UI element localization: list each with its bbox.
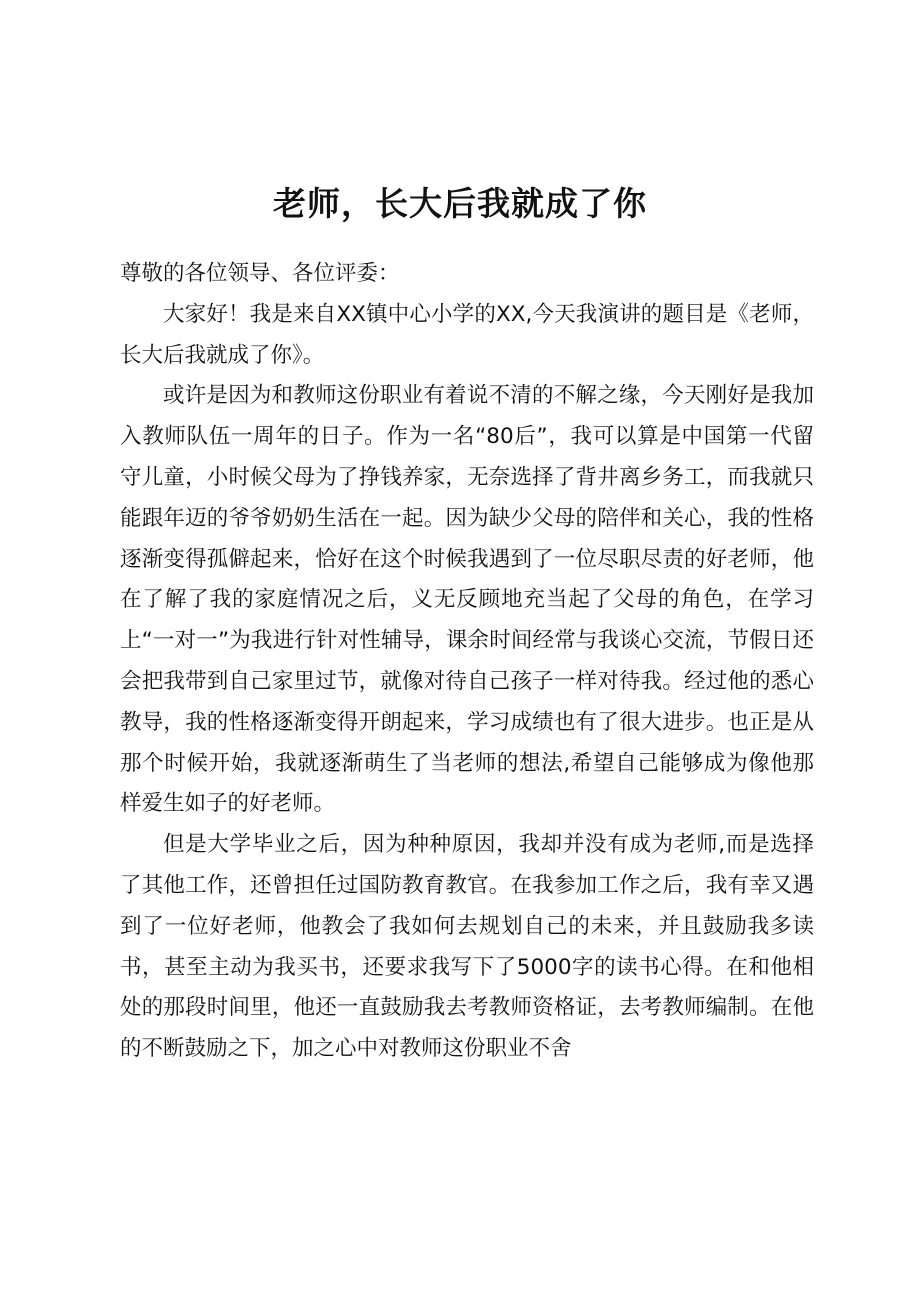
document-title: 老师，长大后我就成了你 [273, 184, 647, 224]
paragraph-1: 大家好！我是来自XX镇中心小学的XX,今天我演讲的题目是《老师，长大后我就成了你》。 [120, 301, 814, 368]
paragraph-3: 但是大学毕业之后，因为种种原因，我却并没有成为老师,而是选择了其他工作，还曾担任过国防教育教官。在我参加工作之后，我有幸又遇到了一位好老师，他教会了我如何去规划自己的未来，并且鼓励我多读书，甚至主动为我买书，还要求我写下了5000字的读书心得。在和他相处的那段时间里，他还一直鼓励我去考教师资格证，去考教师编制。在他的不断鼓励之下，加之心中对教师这份职业不舍 [120, 832, 814, 1062]
document-body [120, 254, 814, 1070]
paragraph-2: 或许是因为和教师这份职业有着说不清的不解之缘，今天刚好是我加入教师队伍一周年的日子。作为一名“80后”，我可以算是中国第一代留守儿童，小时候父母为了挣钱养家，无奈选择了背井离乡务工，而我就只能跟年迈的爷爷奶奶生活在一起。因为缺少父母的陪伴和关心，我的性格逐渐变得孤僻起来，恰好在这个时候我遇到了一位尽职尽责的好老师，他在了解了我的家庭情况之后，义无反顾地充当起了父母的角色，在学习上“一对一”为我进行针对性辅导，课余时间经常与我谈心交流，节假日还会把我带到自己家里过节，就像对待自己孩子一样对待我。经过他的悉心教导，我的性格逐渐变得开朗起来，学习成绩也有了很大进步。也正是从那个时候开始，我就逐渐萌生了当老师的想法,希望自己能够成为像他那样爱生如子的好老师。 [120, 383, 814, 817]
salutation: 尊敬的各位领导、各位评委： [120, 261, 400, 286]
